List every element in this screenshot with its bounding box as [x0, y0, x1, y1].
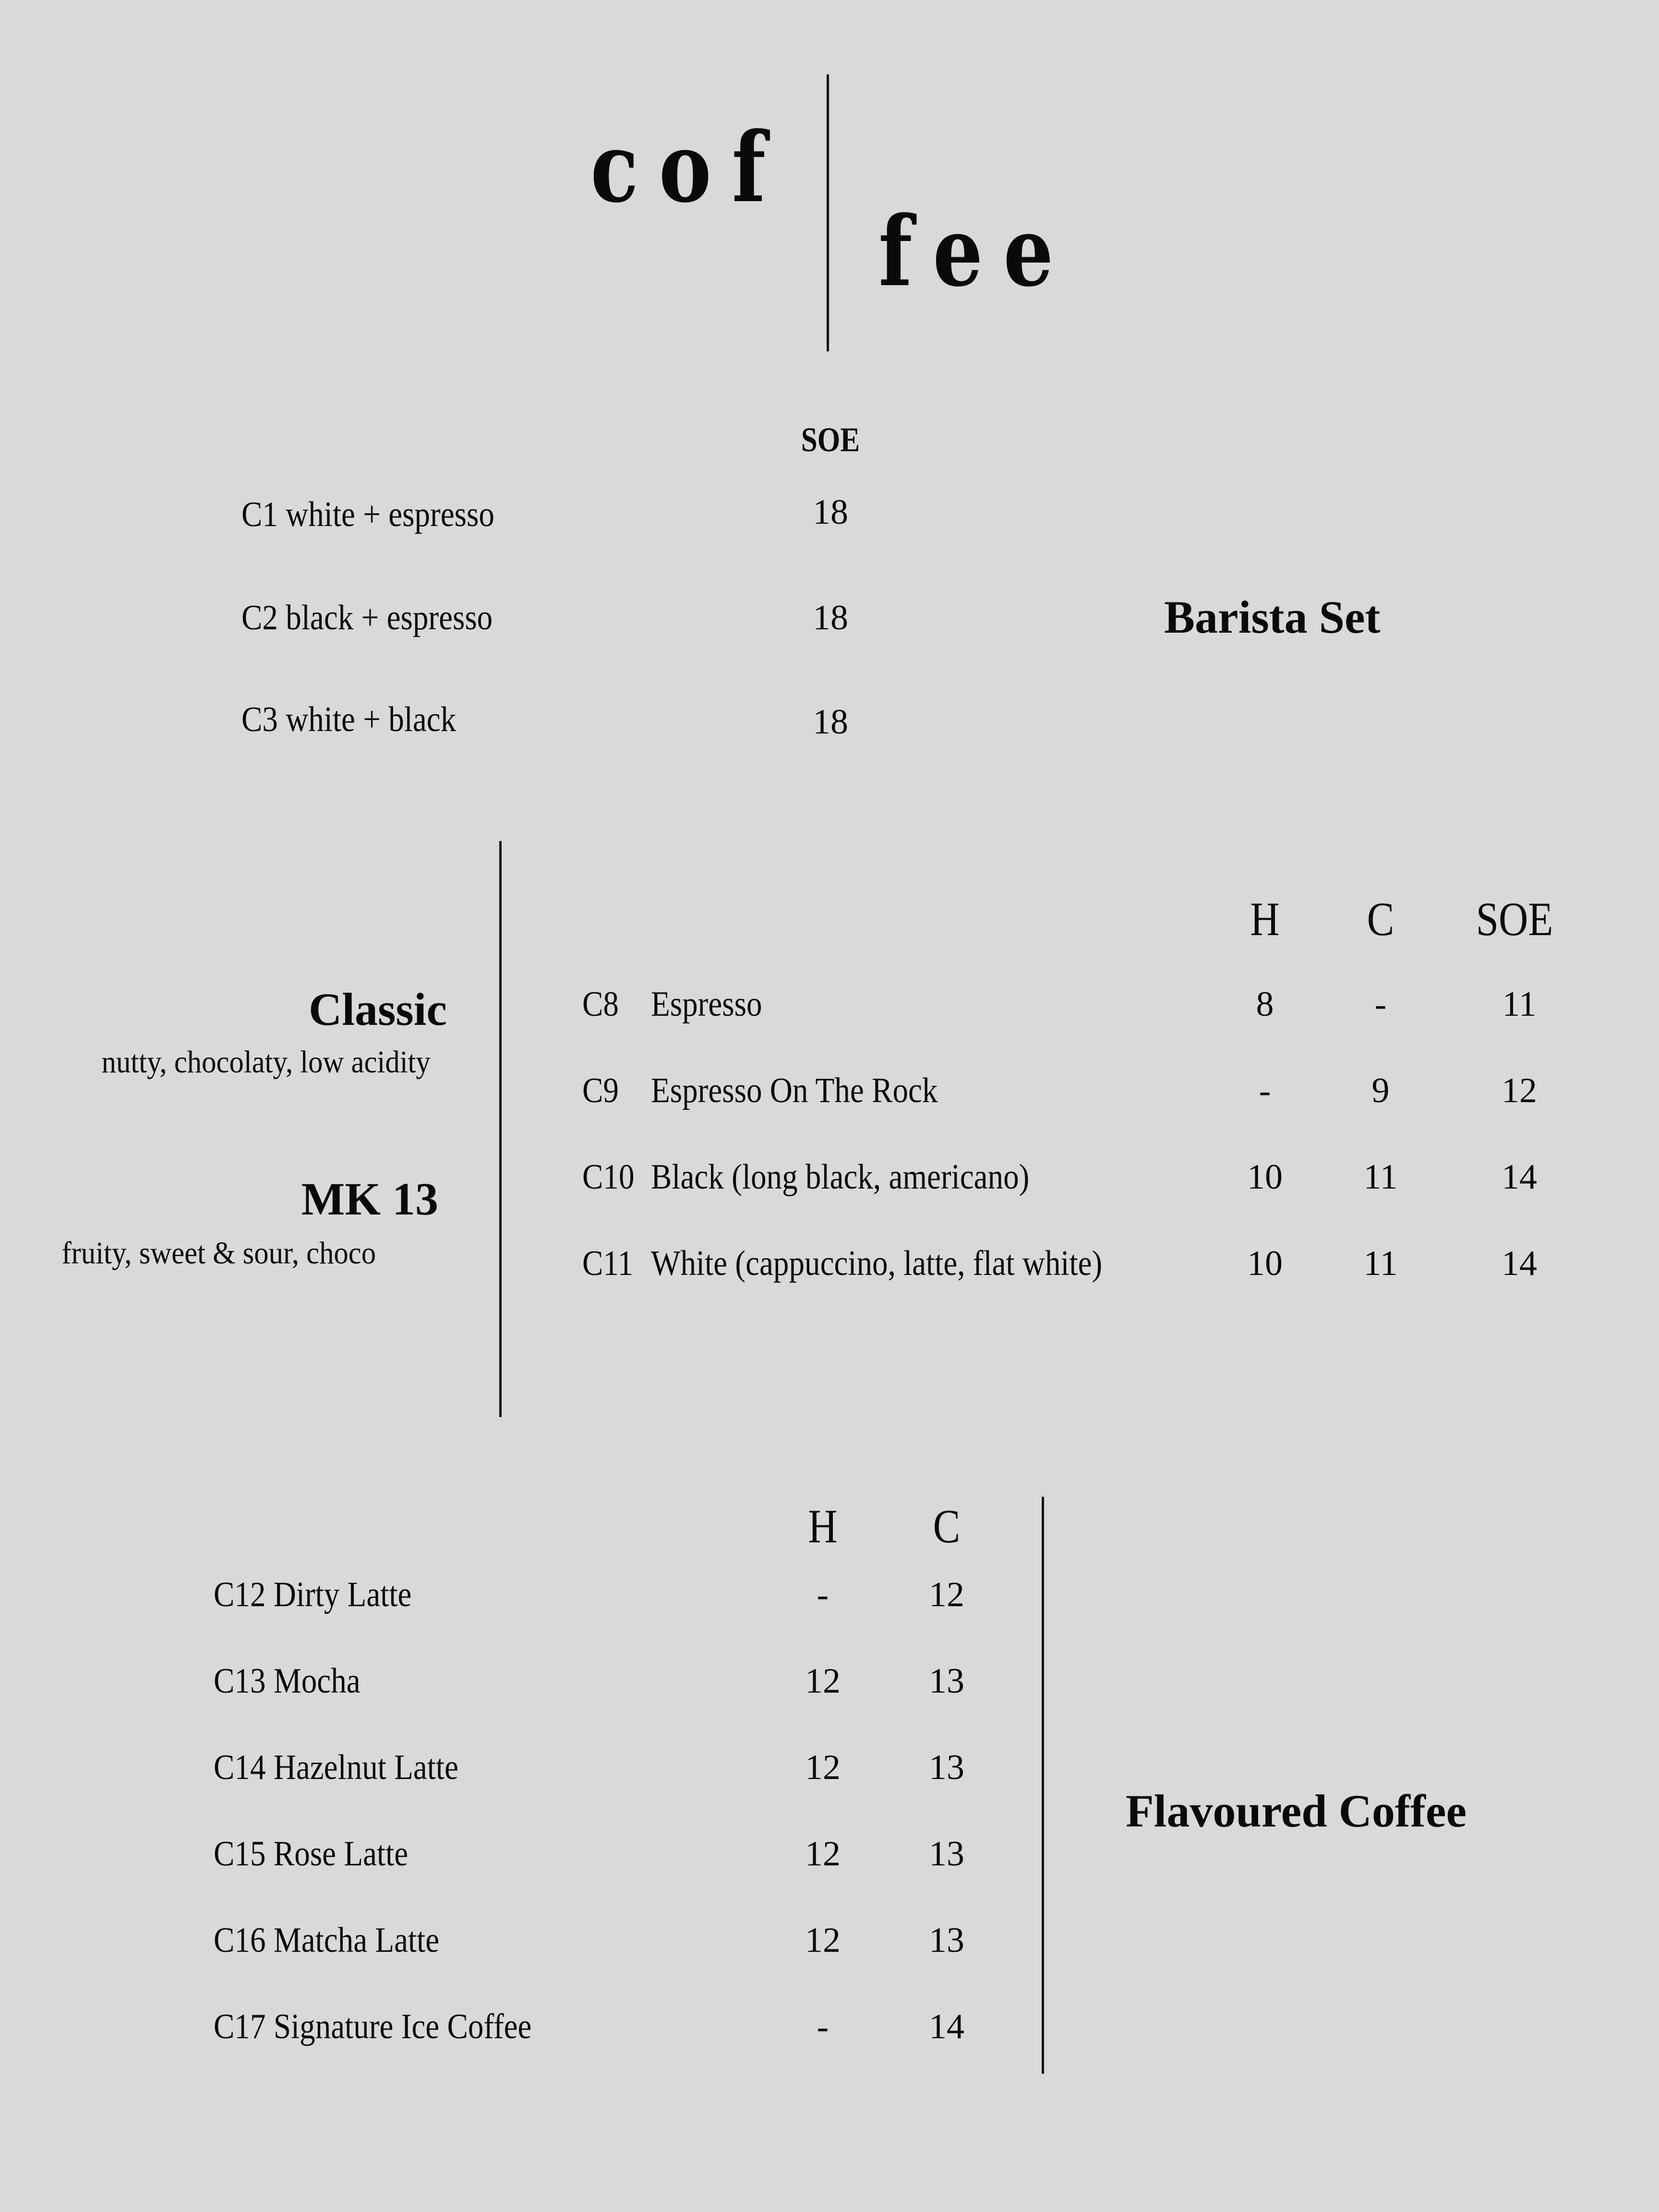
item-name: C3 white + black — [241, 700, 457, 739]
item-price-cold: 9 — [1371, 1071, 1390, 1110]
title-part-2: fee — [878, 195, 1074, 308]
item-name: C15 Rose Latte — [214, 1834, 409, 1874]
item-price-cold: 14 — [929, 2007, 964, 2046]
item-price-cold: 11 — [1363, 1244, 1398, 1283]
item-name: C17 Signature Ice Coffee — [214, 2007, 532, 2046]
item-name: Espresso — [651, 985, 762, 1024]
section-divider — [1042, 1497, 1044, 2074]
item-name: C2 black + espresso — [241, 598, 493, 637]
column-header-cold: C — [1367, 892, 1395, 946]
item-price-soe: 18 — [813, 598, 848, 637]
item-price-soe: 14 — [1502, 1244, 1537, 1283]
item-code: C8 — [582, 985, 619, 1024]
item-price-hot: - — [817, 2007, 829, 2046]
column-header-soe: SOE — [1476, 892, 1553, 946]
item-price-hot: 12 — [805, 1748, 841, 1787]
item-name: C13 Mocha — [214, 1661, 361, 1701]
item-price-hot: 10 — [1247, 1157, 1283, 1197]
item-price-cold: - — [1374, 985, 1387, 1024]
item-price-hot: 8 — [1256, 985, 1274, 1024]
item-name: C1 white + espresso — [241, 495, 494, 534]
item-price-hot: 12 — [805, 1921, 841, 1960]
flavoured-coffee-title: Flavoured Coffee — [1126, 1785, 1467, 1837]
column-header-hot: H — [808, 1500, 838, 1553]
item-name: C12 Dirty Latte — [214, 1575, 412, 1614]
title-divider — [827, 74, 829, 351]
item-price-soe: 11 — [1502, 985, 1537, 1024]
item-code: C10 — [582, 1157, 635, 1197]
item-price-cold: 13 — [929, 1748, 964, 1787]
item-price-soe: 18 — [813, 702, 848, 742]
barista-set-title: Barista Set — [1164, 591, 1381, 643]
item-price-soe: 12 — [1502, 1071, 1537, 1110]
item-price-cold: 13 — [929, 1921, 964, 1960]
item-price-cold: 13 — [929, 1834, 964, 1874]
item-name: C14 Hazelnut Latte — [214, 1748, 458, 1787]
item-price-cold: 12 — [929, 1575, 964, 1614]
item-price-hot: 10 — [1247, 1244, 1283, 1283]
item-price-hot: - — [817, 1575, 829, 1614]
item-name: White (cappuccino, latte, flat white) — [651, 1244, 1103, 1283]
item-price-hot: 12 — [805, 1834, 841, 1874]
item-code: C11 — [582, 1244, 634, 1283]
item-name: Espresso On The Rock — [651, 1071, 938, 1110]
column-header-hot: H — [1250, 892, 1280, 946]
title-part-1: cof — [590, 111, 786, 224]
bean-description: fruity, sweet & sour, choco — [61, 1236, 376, 1271]
item-price-hot: - — [1259, 1071, 1271, 1110]
bean-description: nutty, chocolaty, low acidity — [101, 1045, 431, 1080]
bean-name: Classic — [309, 984, 447, 1035]
item-price-soe: 18 — [813, 493, 848, 532]
item-code: C9 — [582, 1071, 619, 1110]
column-header-cold: C — [933, 1500, 961, 1553]
bean-name: MK 13 — [301, 1173, 438, 1225]
item-price-soe: 14 — [1502, 1157, 1537, 1197]
section-divider — [499, 841, 502, 1417]
item-name: Black (long black, americano) — [651, 1157, 1030, 1197]
barista-soe-header: SOE — [801, 421, 860, 459]
item-price-cold: 13 — [929, 1661, 964, 1701]
item-name: C16 Matcha Latte — [214, 1921, 440, 1960]
item-price-hot: 12 — [805, 1661, 841, 1701]
item-price-cold: 11 — [1363, 1157, 1398, 1197]
